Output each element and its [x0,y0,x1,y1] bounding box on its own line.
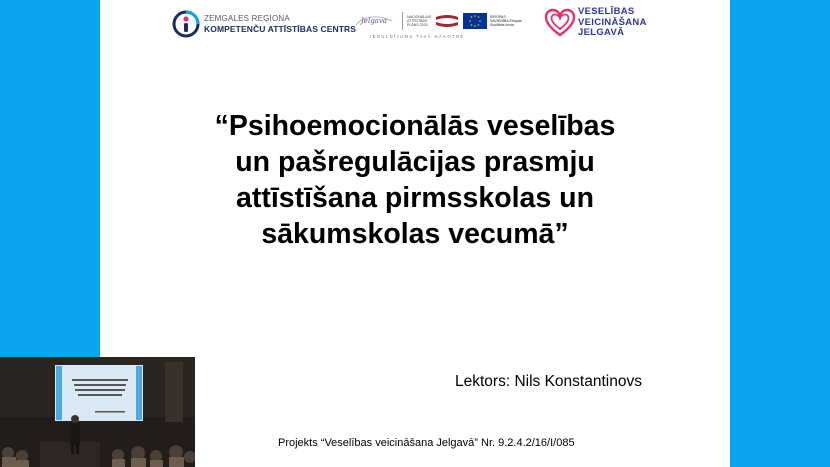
jelgava-logo-icon [350,11,398,31]
project-reference: Projekts “Veselības veicināšana Jelgavā” Nr. 9.2.4.2/16/I/085 [278,437,575,449]
zrkac-logo-line2: KOMPETENČU ATTĪSTĪBAS CENTRS [204,24,357,34]
speaker-video-frame [0,357,195,467]
eu-flag-icon [463,13,487,29]
latvia-flag-icon [434,14,460,28]
vv-logo-line3: JELGAVĀ [578,27,625,39]
zrkac-logo-icon [172,10,200,38]
funding-logos-strip [350,10,525,42]
slide-title [140,108,690,252]
speaker-video-overlay[interactable] [0,357,195,467]
vv-logo-line1: VESELĪBAS [578,6,635,18]
title-line-2: un pašregulācijas prasmju [235,146,595,178]
zrkac-logo-line1: ZEMGALES REĢIONA [204,14,290,23]
heart-logo-icon [544,7,576,39]
lecturer-name: Lektors: Nils Konstantinovs [455,373,642,390]
logo-divider [402,12,403,30]
vv-logo-line2: VEICINĀŠANA [578,16,647,28]
video-projection-screen [55,365,143,421]
jelgava-script-text: Jelgava [361,17,387,25]
veselibas-veicinasana-logo [544,7,647,39]
right-side-bar [730,0,830,467]
title-line-4: sākumskolas vecumā” [261,218,569,250]
title-line-1: “Psihoemocionālās veselības [214,110,616,142]
title-line-3: attīstīšana pirmsskolas un [236,182,594,214]
zrkac-logo [172,10,356,38]
investment-slogan: IEGULDĪJUMS TAVĀ NĀKOTNĒ [370,34,465,39]
national-plan-text: NACIONĀLAIS ATTĪSTĪBAS PLĀNS 2020 [407,15,432,27]
eu-fund-text: EIROPAS SAVIENĪBA Eiropas Sociālais fonds [490,15,522,27]
